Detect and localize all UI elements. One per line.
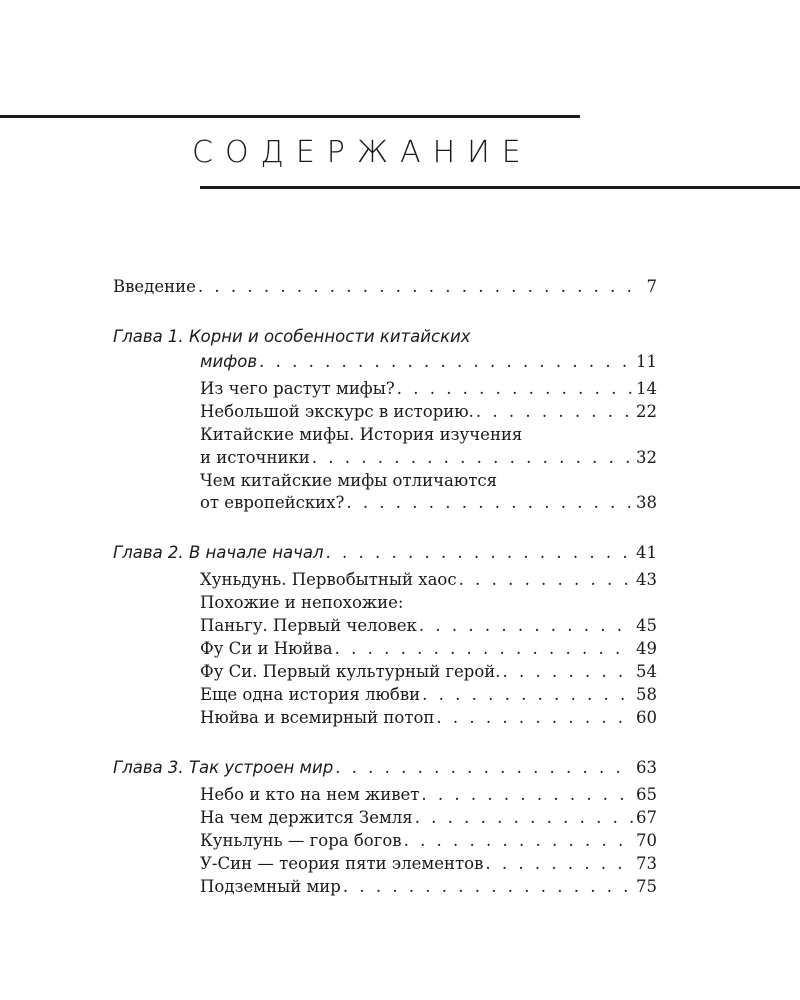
dot-leader bbox=[343, 876, 633, 898]
toc-entry-line1: Китайские мифы. История изучения bbox=[200, 425, 523, 444]
dot-leader bbox=[415, 807, 633, 829]
toc-entry-label: Паньгу. Первый человек bbox=[200, 616, 417, 635]
chapter-heading bbox=[113, 542, 324, 564]
chapter-title: В начале начал bbox=[188, 543, 324, 562]
page-title: СОДЕРЖАНИЕ bbox=[192, 135, 533, 170]
toc-page-number: 11 bbox=[636, 352, 657, 371]
toc-entry[interactable] bbox=[200, 830, 657, 852]
dot-leader bbox=[346, 492, 633, 514]
dot-leader bbox=[503, 661, 633, 683]
toc-page-number: 49 bbox=[636, 639, 657, 658]
toc-page-number: 7 bbox=[646, 277, 657, 296]
toc-entry-label: Из чего растут мифы? bbox=[200, 379, 395, 398]
dot-leader bbox=[404, 830, 633, 852]
toc-entry-intro[interactable] bbox=[113, 276, 657, 298]
toc-entry-label: На чем держится Земля bbox=[200, 808, 413, 827]
toc-page-number: 54 bbox=[636, 662, 657, 681]
toc-entry-label: Введение bbox=[113, 277, 196, 296]
toc-page-number: 73 bbox=[636, 854, 657, 873]
dot-leader bbox=[397, 378, 633, 400]
toc-entry-label: от европейских? bbox=[200, 493, 345, 512]
dot-leader bbox=[436, 707, 633, 729]
toc-page-number: 70 bbox=[636, 831, 657, 850]
toc-page-number: 67 bbox=[636, 808, 657, 827]
toc-page-number: 41 bbox=[636, 543, 657, 562]
dot-leader bbox=[335, 757, 633, 779]
toc-entry-label: Небольшой экскурс в историю. bbox=[200, 402, 474, 421]
toc-entry-label: У-Син — теория пяти элементов bbox=[200, 854, 484, 873]
toc-page-number: 22 bbox=[636, 402, 657, 421]
dot-leader bbox=[326, 542, 633, 564]
dot-leader bbox=[422, 684, 633, 706]
toc-entry-line1: Похожие и непохожие: bbox=[200, 593, 404, 612]
toc-entry-label: Фу Си и Нюйва bbox=[200, 639, 333, 658]
toc-page-number: 14 bbox=[636, 379, 657, 398]
toc-entry-chapter-3[interactable] bbox=[113, 757, 657, 779]
bottom-rule bbox=[200, 186, 800, 189]
toc-entry[interactable] bbox=[200, 569, 657, 591]
toc-entry[interactable] bbox=[200, 853, 657, 875]
chapter-prefix: Глава 2. bbox=[113, 543, 184, 562]
toc-page-number: 45 bbox=[636, 616, 657, 635]
toc-entry-label: Небо и кто на нем живет bbox=[200, 785, 420, 804]
dot-leader bbox=[259, 351, 633, 373]
toc-entry[interactable] bbox=[200, 401, 657, 423]
chapter-1-heading[interactable] bbox=[113, 326, 471, 348]
toc-entry[interactable] bbox=[200, 638, 657, 660]
chapter-title-line1: Корни и особенности китайских bbox=[188, 327, 471, 346]
toc-entry[interactable] bbox=[200, 707, 657, 729]
toc-entry[interactable] bbox=[200, 876, 657, 898]
dot-leader bbox=[459, 569, 633, 591]
dot-leader bbox=[419, 615, 633, 637]
toc-entry[interactable] bbox=[200, 807, 657, 829]
toc-page-number: 32 bbox=[636, 448, 657, 467]
chapter-heading bbox=[113, 757, 333, 779]
dot-leader bbox=[335, 638, 633, 660]
dot-leader bbox=[476, 401, 633, 423]
toc-page-number: 63 bbox=[636, 758, 657, 777]
toc-entry[interactable] bbox=[200, 378, 657, 400]
chapter-title-line2: мифов bbox=[200, 352, 258, 371]
toc-entry[interactable] bbox=[200, 784, 657, 806]
toc-page-number: 75 bbox=[636, 877, 657, 896]
toc-entry-label: Хуньдунь. Первобытный хаос bbox=[200, 570, 457, 589]
toc-entry[interactable] bbox=[200, 615, 657, 637]
toc-page-number: 58 bbox=[636, 685, 657, 704]
top-rule bbox=[0, 115, 580, 118]
chapter-prefix: Глава 3. bbox=[113, 758, 184, 777]
dot-leader bbox=[312, 447, 633, 469]
toc-entry-chapter-2[interactable] bbox=[113, 542, 657, 564]
toc-entry-label: Еще одна история любви bbox=[200, 685, 421, 704]
toc-entry-chapter-1[interactable] bbox=[200, 351, 657, 373]
toc-page-number: 38 bbox=[636, 493, 657, 512]
dot-leader bbox=[198, 276, 644, 298]
dot-leader bbox=[485, 853, 633, 875]
toc-entry-line1: Чем китайские мифы отличаются bbox=[200, 471, 497, 490]
dot-leader bbox=[421, 784, 633, 806]
toc-entry[interactable] bbox=[200, 447, 657, 469]
toc-entry[interactable] bbox=[200, 492, 657, 514]
toc-entry-label: и источники bbox=[200, 448, 310, 467]
toc-page-number: 60 bbox=[636, 708, 657, 727]
toc-entry-label: Нюйва и всемирный потоп bbox=[200, 708, 435, 727]
toc-entry-label: Подземный мир bbox=[200, 877, 341, 896]
toc-entry[interactable] bbox=[200, 684, 657, 706]
toc-page-number: 43 bbox=[636, 570, 657, 589]
toc-page-number: 65 bbox=[636, 785, 657, 804]
toc-entry-label: Куньлунь — гора богов bbox=[200, 831, 402, 850]
toc-entry-label: Фу Си. Первый культурный герой. bbox=[200, 662, 501, 681]
chapter-title: Так устроен мир bbox=[188, 758, 334, 777]
chapter-prefix: Глава 1. bbox=[113, 327, 184, 346]
toc-entry[interactable] bbox=[200, 661, 657, 683]
